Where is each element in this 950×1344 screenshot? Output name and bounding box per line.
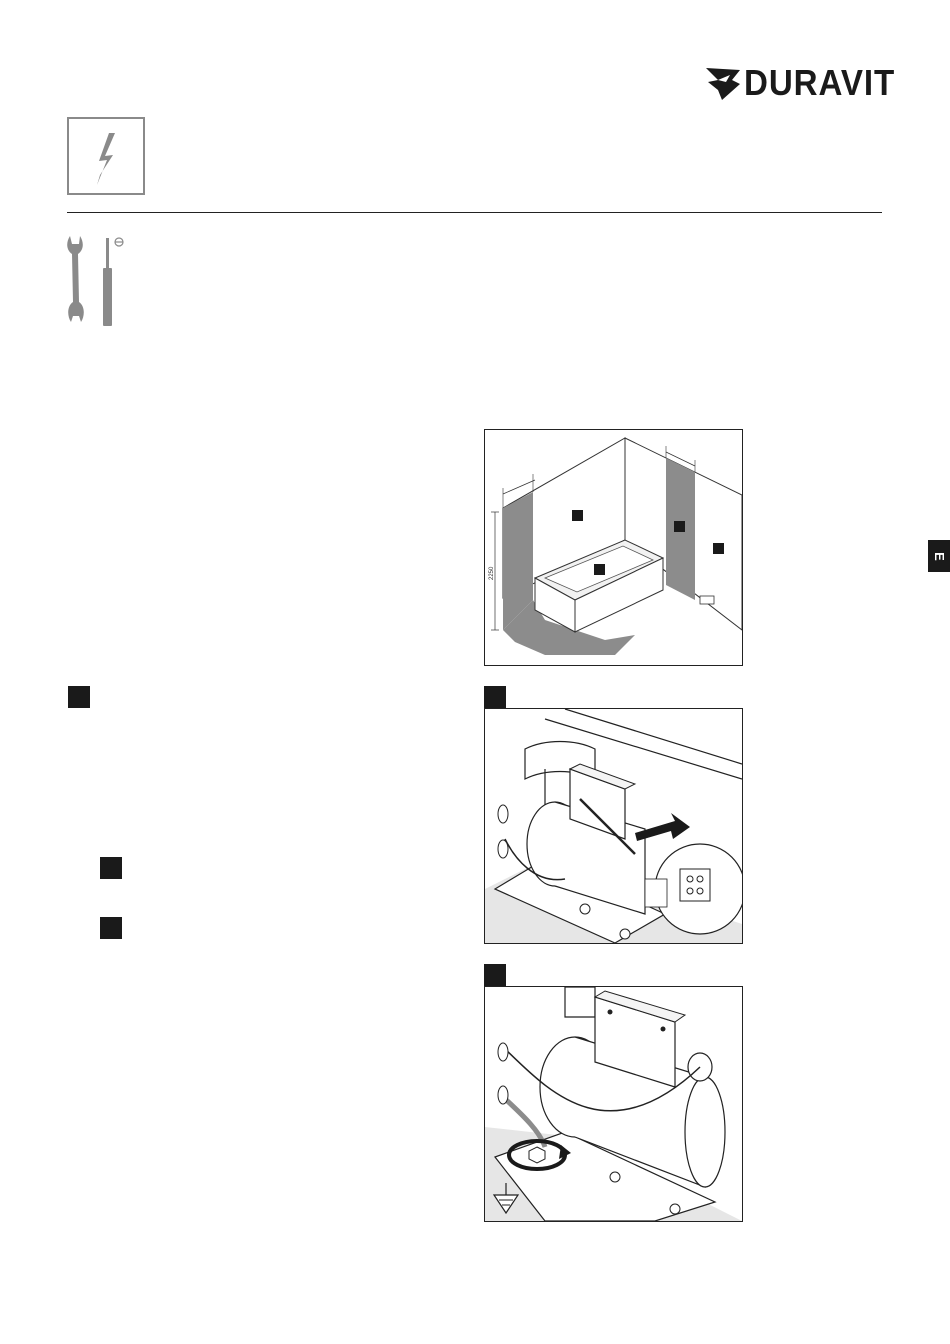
height-dimension-label: 2250	[489, 566, 495, 580]
step-marker-main	[68, 686, 90, 708]
earth-ground-icon	[491, 1183, 521, 1217]
brand-name: DURAVIT	[744, 62, 896, 103]
pump-grounding-figure	[484, 986, 743, 1222]
figure2-marker	[484, 686, 506, 708]
language-tab	[928, 540, 950, 572]
header-rule	[67, 212, 882, 213]
figure3-marker	[484, 964, 506, 986]
electric-hazard-icon	[69, 119, 143, 193]
duravit-bird-icon	[704, 60, 744, 106]
pump-wiring-figure	[484, 708, 743, 944]
step-marker-b	[100, 917, 122, 939]
language-tab-label: E	[931, 551, 947, 561]
bathroom-zone-figure	[484, 429, 743, 666]
wrench-screwdriver-icon	[64, 232, 134, 328]
duravit-logo	[704, 60, 894, 106]
step-marker-a	[100, 857, 122, 879]
electric-warning-box	[67, 117, 145, 195]
